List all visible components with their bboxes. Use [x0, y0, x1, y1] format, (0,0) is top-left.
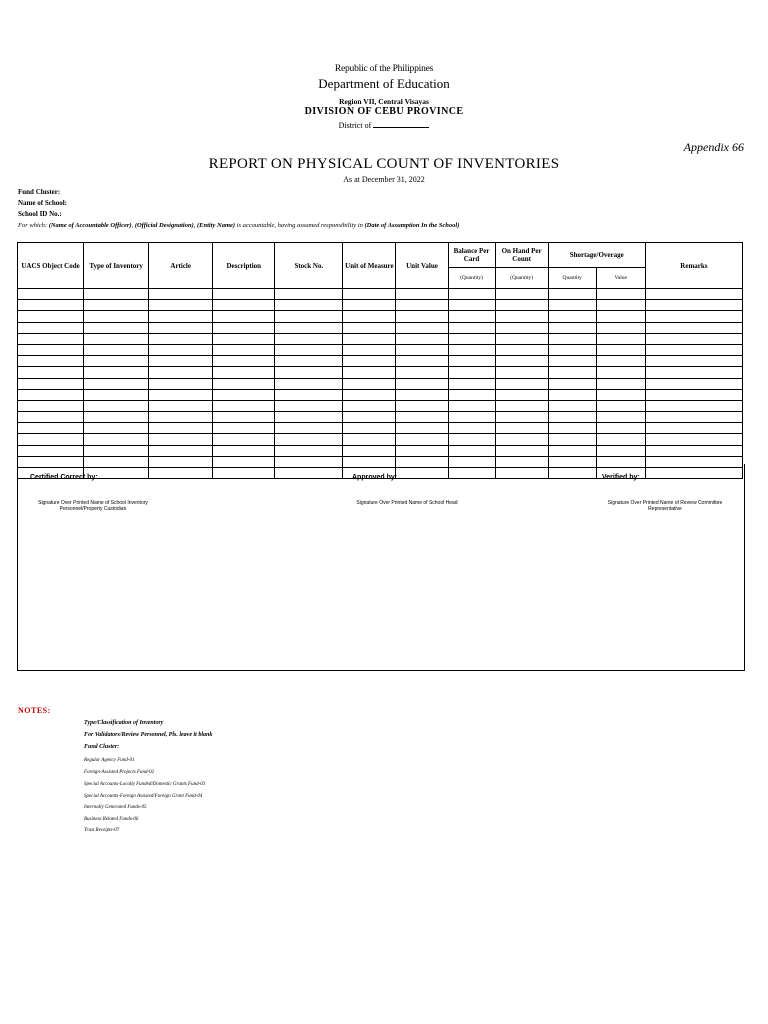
table-cell — [84, 300, 149, 311]
signature-section — [17, 464, 745, 536]
inventory-table-body — [18, 289, 743, 479]
table-cell — [396, 434, 448, 445]
table-cell — [448, 367, 495, 378]
district-line — [0, 119, 768, 130]
table-cell — [645, 300, 742, 311]
table-cell — [645, 412, 742, 423]
table-cell — [396, 400, 448, 411]
table-cell — [645, 289, 742, 300]
col-on-hand-per-count: On Hand Per Count — [495, 243, 548, 268]
table-cell — [149, 289, 213, 300]
table-cell — [548, 434, 596, 445]
table-cell — [343, 400, 396, 411]
table-cell — [396, 333, 448, 344]
table-cell — [495, 378, 548, 389]
table-cell — [343, 311, 396, 322]
table-cell — [448, 333, 495, 344]
table-cell — [343, 367, 396, 378]
official-designation-placeholder: (Official Designation) — [134, 222, 194, 229]
table-cell — [495, 356, 548, 367]
table-cell — [645, 423, 742, 434]
table-cell — [596, 367, 645, 378]
report-title: REPORT ON PHYSICAL COUNT OF INVENTORIES — [208, 156, 560, 172]
table-cell — [84, 378, 149, 389]
notes-validators-instruction: For Validators/Review Personnel, Pls. leave it blank — [84, 732, 213, 738]
table-cell — [18, 356, 84, 367]
fund-cluster-item: Business Related Funds-06 — [84, 817, 139, 822]
table-cell — [343, 289, 396, 300]
school-id-field: School ID No.: — [18, 210, 62, 218]
table-cell — [275, 311, 343, 322]
verified-signature-caption: Signature Over Printed Name of Review Committee Representative — [607, 500, 723, 512]
table-row — [18, 300, 743, 311]
table-cell — [548, 367, 596, 378]
accountability-middle: is accountable, having assumed responsibility in — [236, 222, 363, 229]
table-cell — [396, 344, 448, 355]
table-cell — [596, 423, 645, 434]
table-cell — [18, 322, 84, 333]
table-cell — [596, 311, 645, 322]
table-cell — [213, 423, 275, 434]
table-cell — [596, 322, 645, 333]
table-cell — [18, 423, 84, 434]
table-row — [18, 289, 743, 300]
table-cell — [495, 389, 548, 400]
table-cell — [84, 356, 149, 367]
table-row — [18, 434, 743, 445]
table-cell — [548, 333, 596, 344]
table-row — [18, 423, 743, 434]
table-cell — [84, 344, 149, 355]
table-cell — [596, 389, 645, 400]
table-cell — [84, 333, 149, 344]
table-cell — [213, 400, 275, 411]
table-cell — [343, 389, 396, 400]
table-cell — [18, 300, 84, 311]
table-row — [18, 344, 743, 355]
subcol-shortage-quantity: Quantity — [548, 268, 596, 289]
fund-cluster-item: Internally Generated Funds-05 — [84, 805, 147, 810]
fund-cluster-item: Foreign-Assisted Projects Fund-02 — [84, 770, 155, 775]
blank-bordered-area — [17, 536, 745, 671]
table-cell — [343, 300, 396, 311]
school-name-field: Name of School: — [18, 199, 67, 207]
table-cell — [149, 344, 213, 355]
table-cell — [548, 300, 596, 311]
table-cell — [149, 445, 213, 456]
table-cell — [596, 400, 645, 411]
table-cell — [213, 378, 275, 389]
col-shortage-overage: Shortage/Overage — [548, 243, 645, 268]
table-cell — [495, 412, 548, 423]
table-cell — [275, 389, 343, 400]
district-label: District of — [338, 121, 372, 130]
table-cell — [645, 378, 742, 389]
table-cell — [396, 445, 448, 456]
table-cell — [84, 289, 149, 300]
table-cell — [495, 367, 548, 378]
accountable-officer-placeholder: (Name of Accountable Officer) — [48, 222, 132, 229]
table-cell — [448, 300, 495, 311]
col-uacs-object-code: UACS Object Code — [18, 243, 84, 289]
table-cell — [213, 300, 275, 311]
table-cell — [396, 289, 448, 300]
table-cell — [645, 311, 742, 322]
table-cell — [448, 445, 495, 456]
table-cell — [343, 445, 396, 456]
notes-fund-cluster-heading: Fund Cluster: — [84, 744, 120, 750]
subcol-on-hand-quantity: (Quantity) — [495, 268, 548, 289]
table-cell — [275, 400, 343, 411]
notes-label: NOTES: — [18, 706, 51, 715]
table-cell — [495, 311, 548, 322]
table-cell — [396, 423, 448, 434]
table-row — [18, 389, 743, 400]
table-cell — [213, 344, 275, 355]
table-cell — [596, 300, 645, 311]
table-cell — [275, 423, 343, 434]
table-row — [18, 333, 743, 344]
table-cell — [495, 333, 548, 344]
table-cell — [495, 289, 548, 300]
table-cell — [448, 389, 495, 400]
table-cell — [548, 389, 596, 400]
table-cell — [213, 289, 275, 300]
table-cell — [18, 367, 84, 378]
table-cell — [275, 322, 343, 333]
table-cell — [596, 434, 645, 445]
fund-cluster-item: Special Accounts-Locally Funded/Domestic Grants Fund-03 — [84, 782, 206, 787]
col-unit-value: Unit Value — [396, 243, 448, 289]
table-cell — [495, 322, 548, 333]
table-cell — [448, 412, 495, 423]
table-row — [18, 400, 743, 411]
fund-cluster-field: Fund Cluster: — [18, 188, 61, 196]
table-cell — [548, 445, 596, 456]
table-cell — [275, 356, 343, 367]
table-cell — [275, 412, 343, 423]
table-cell — [448, 322, 495, 333]
approved-by-label: Approved by: — [352, 474, 398, 481]
table-cell — [548, 322, 596, 333]
table-cell — [548, 356, 596, 367]
table-cell — [84, 367, 149, 378]
table-cell — [396, 300, 448, 311]
table-cell — [149, 423, 213, 434]
table-cell — [149, 389, 213, 400]
table-cell — [275, 333, 343, 344]
table-cell — [275, 367, 343, 378]
table-cell — [495, 423, 548, 434]
inventory-table — [17, 242, 743, 479]
table-cell — [275, 289, 343, 300]
table-cell — [448, 434, 495, 445]
table-cell — [645, 445, 742, 456]
notes-type-classification: Type/Classification of Inventory — [84, 720, 164, 726]
table-cell — [18, 344, 84, 355]
table-cell — [548, 400, 596, 411]
table-cell — [448, 378, 495, 389]
table-cell — [84, 434, 149, 445]
certified-signature-caption: Signature Over Printed Name of School Inventory Personnel/Property Custodian — [38, 500, 148, 512]
table-cell — [645, 344, 742, 355]
entity-name-placeholder: (Entity Name) — [196, 222, 236, 229]
table-cell — [495, 434, 548, 445]
region-heading: Region VII, Central Visayas — [339, 97, 429, 106]
table-cell — [275, 445, 343, 456]
table-cell — [448, 356, 495, 367]
table-row — [18, 367, 743, 378]
col-type-of-inventory: Type of Inventory — [84, 243, 149, 289]
table-cell — [548, 344, 596, 355]
table-cell — [18, 311, 84, 322]
table-cell — [149, 300, 213, 311]
table-cell — [396, 378, 448, 389]
table-cell — [596, 378, 645, 389]
table-cell — [343, 378, 396, 389]
table-row — [18, 311, 743, 322]
division-heading: DIVISION OF CEBU PROVINCE — [304, 106, 464, 117]
table-cell — [149, 378, 213, 389]
table-cell — [396, 322, 448, 333]
col-description: Description — [213, 243, 275, 289]
table-cell — [213, 311, 275, 322]
table-row — [18, 322, 743, 333]
subcol-balance-quantity: (Quantity) — [448, 268, 495, 289]
table-cell — [18, 378, 84, 389]
table-cell — [396, 389, 448, 400]
district-blank — [373, 119, 429, 128]
table-row — [18, 356, 743, 367]
table-cell — [495, 300, 548, 311]
table-cell — [18, 333, 84, 344]
table-cell — [213, 333, 275, 344]
table-cell — [18, 289, 84, 300]
table-cell — [596, 333, 645, 344]
table-cell — [596, 289, 645, 300]
col-balance-per-card: Balance Per Card — [448, 243, 495, 268]
table-cell — [149, 333, 213, 344]
table-cell — [149, 434, 213, 445]
accountability-statement: For which: (Name of Accountable Officer), (Official Designation), (Entity Name) is accountable, having assumed responsibility in (Date of Assumption In the School) — [18, 222, 460, 229]
republic-heading: Republic of the Philippines — [334, 64, 434, 74]
table-cell — [18, 445, 84, 456]
table-cell — [343, 412, 396, 423]
table-cell — [596, 412, 645, 423]
table-cell — [18, 400, 84, 411]
col-remarks: Remarks — [645, 243, 742, 289]
table-cell — [548, 289, 596, 300]
table-cell — [495, 400, 548, 411]
table-cell — [548, 412, 596, 423]
table-cell — [396, 311, 448, 322]
table-cell — [275, 434, 343, 445]
table-cell — [84, 389, 149, 400]
table-cell — [548, 311, 596, 322]
table-cell — [213, 322, 275, 333]
subcol-shortage-value: Value — [596, 268, 645, 289]
table-cell — [84, 412, 149, 423]
certified-correct-label: Certified Correct by: — [30, 474, 98, 481]
accountability-prefix: For which: — [18, 222, 48, 229]
verified-by-label: Verified by: — [602, 474, 640, 481]
appendix-label: Appendix 66 — [683, 140, 744, 154]
table-cell — [645, 333, 742, 344]
table-cell — [213, 367, 275, 378]
table-cell — [596, 344, 645, 355]
table-cell — [149, 322, 213, 333]
table-cell — [149, 412, 213, 423]
table-cell — [645, 322, 742, 333]
table-cell — [343, 434, 396, 445]
table-cell — [343, 322, 396, 333]
col-article: Article — [149, 243, 213, 289]
table-cell — [343, 356, 396, 367]
table-cell — [84, 311, 149, 322]
approved-signature-caption: Signature Over Printed Name of School Head — [356, 500, 458, 506]
fund-cluster-item: Regular Agency Fund-01 — [84, 758, 135, 763]
table-cell — [18, 434, 84, 445]
fund-cluster-item: Trust Receipts-07 — [84, 828, 120, 833]
table-row — [18, 445, 743, 456]
table-cell — [596, 445, 645, 456]
table-cell — [149, 311, 213, 322]
table-cell — [18, 389, 84, 400]
table-row — [18, 412, 743, 423]
table-cell — [84, 322, 149, 333]
table-cell — [343, 423, 396, 434]
table-cell — [396, 367, 448, 378]
table-cell — [213, 445, 275, 456]
table-cell — [84, 400, 149, 411]
table-cell — [213, 356, 275, 367]
col-unit-of-measure: Unit of Measure — [343, 243, 396, 289]
table-cell — [448, 400, 495, 411]
table-cell — [495, 445, 548, 456]
table-cell — [448, 423, 495, 434]
table-cell — [343, 344, 396, 355]
table-cell — [343, 333, 396, 344]
assumption-date-placeholder: (Date of Assumption In the School) — [364, 222, 460, 229]
table-cell — [645, 367, 742, 378]
table-cell — [84, 423, 149, 434]
table-cell — [396, 412, 448, 423]
table-cell — [448, 344, 495, 355]
table-cell — [149, 356, 213, 367]
table-cell — [596, 356, 645, 367]
table-cell — [213, 434, 275, 445]
table-cell — [495, 344, 548, 355]
table-cell — [213, 412, 275, 423]
fund-cluster-item: Special Accounts-Foreign Assisted/Foreign Grant Fund-04 — [84, 794, 203, 799]
department-heading: Department of Education — [318, 76, 450, 91]
table-cell — [645, 389, 742, 400]
table-cell — [275, 300, 343, 311]
col-stock-no: Stock No. — [275, 243, 343, 289]
table-cell — [149, 400, 213, 411]
table-cell — [548, 423, 596, 434]
table-cell — [84, 445, 149, 456]
table-cell — [275, 378, 343, 389]
table-cell — [275, 344, 343, 355]
table-cell — [213, 389, 275, 400]
table-cell — [548, 378, 596, 389]
table-cell — [149, 367, 213, 378]
table-cell — [645, 434, 742, 445]
table-row — [18, 378, 743, 389]
table-cell — [645, 356, 742, 367]
table-cell — [18, 412, 84, 423]
table-cell — [396, 356, 448, 367]
table-cell — [448, 289, 495, 300]
table-cell — [645, 400, 742, 411]
as-of-date: As at December 31, 2022 — [343, 175, 425, 184]
table-cell — [448, 311, 495, 322]
